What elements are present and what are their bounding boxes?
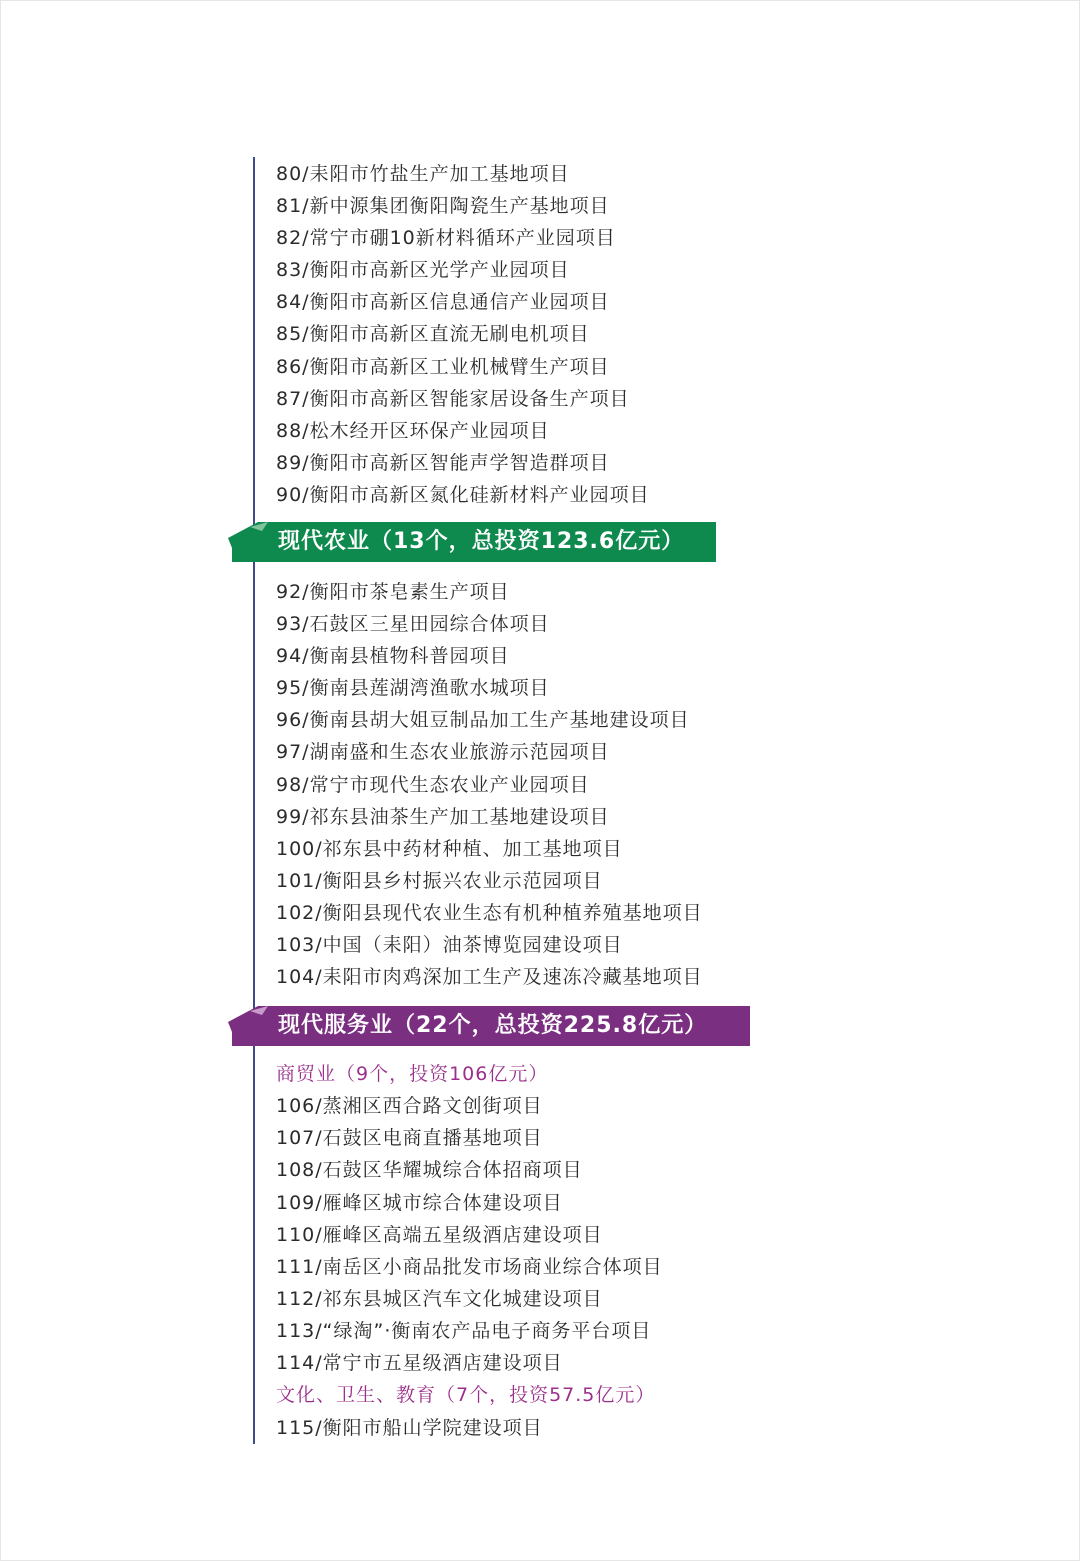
list-item: 81/新中源集团衡阳陶瓷生产基地项目 — [276, 195, 610, 217]
subheading-culture: 文化、卫生、教育（7个，投资57.5亿元） — [276, 1384, 656, 1406]
list-item: 97/湖南盛和生态农业旅游示范园项目 — [276, 741, 610, 763]
list-item: 106/蒸湘区西合路文创街项目 — [276, 1095, 543, 1117]
list-item: 107/石鼓区电商直播基地项目 — [276, 1127, 543, 1149]
list-item: 84/衡阳市高新区信息通信产业园项目 — [276, 291, 610, 313]
list-item: 94/衡南县植物科普园项目 — [276, 645, 510, 667]
list-item: 98/常宁市现代生态农业产业园项目 — [276, 774, 590, 796]
list-item: 85/衡阳市高新区直流无刷电机项目 — [276, 323, 590, 345]
list-item: 99/祁东县油茶生产加工基地建设项目 — [276, 806, 610, 828]
list-item: 113/“绿淘”·衡南农产品电子商务平台项目 — [276, 1320, 652, 1342]
section-title-services: 现代服务业（22个，总投资225.8亿元） — [278, 1013, 708, 1038]
section-title-agriculture: 现代农业（13个，总投资123.6亿元） — [278, 529, 685, 554]
list-item: 104/耒阳市肉鸡深加工生产及速冻冷藏基地项目 — [276, 966, 703, 988]
list-item: 93/石鼓区三星田园综合体项目 — [276, 613, 550, 635]
list-item: 83/衡阳市高新区光学产业园项目 — [276, 259, 570, 281]
list-item: 92/衡阳市茶皂素生产项目 — [276, 581, 510, 603]
list-item: 87/衡阳市高新区智能家居设备生产项目 — [276, 388, 630, 410]
list-item: 115/衡阳市船山学院建设项目 — [276, 1417, 543, 1439]
list-item: 96/衡南县胡大姐豆制品加工生产基地建设项目 — [276, 709, 690, 731]
list-item: 111/南岳区小商品批发市场商业综合体项目 — [276, 1256, 663, 1278]
list-item: 108/石鼓区华耀城综合体招商项目 — [276, 1159, 583, 1181]
list-item: 80/耒阳市竹盐生产加工基地项目 — [276, 163, 570, 185]
side-rule — [253, 157, 255, 1444]
list-item: 95/衡南县莲湖湾渔歌水城项目 — [276, 677, 550, 699]
list-item: 109/雁峰区城市综合体建设项目 — [276, 1192, 563, 1214]
list-item: 110/雁峰区高端五星级酒店建设项目 — [276, 1224, 603, 1246]
list-item: 103/中国（耒阳）油茶博览园建设项目 — [276, 934, 623, 956]
list-item: 89/衡阳市高新区智能声学智造群项目 — [276, 452, 610, 474]
list-item: 88/松木经开区环保产业园项目 — [276, 420, 550, 442]
list-item: 82/常宁市硼10新材料循环产业园项目 — [276, 227, 616, 249]
list-item: 102/衡阳县现代农业生态有机种植养殖基地项目 — [276, 902, 703, 924]
list-item: 86/衡阳市高新区工业机械臂生产项目 — [276, 356, 610, 378]
list-item: 112/祁东县城区汽车文化城建设项目 — [276, 1288, 603, 1310]
list-item: 90/衡阳市高新区氮化硅新材料产业园项目 — [276, 484, 650, 506]
list-item: 101/衡阳县乡村振兴农业示范园项目 — [276, 870, 603, 892]
subheading-commerce: 商贸业（9个，投资106亿元） — [276, 1063, 549, 1085]
list-item: 114/常宁市五星级酒店建设项目 — [276, 1352, 563, 1374]
list-item: 100/祁东县中药材种植、加工基地项目 — [276, 838, 623, 860]
